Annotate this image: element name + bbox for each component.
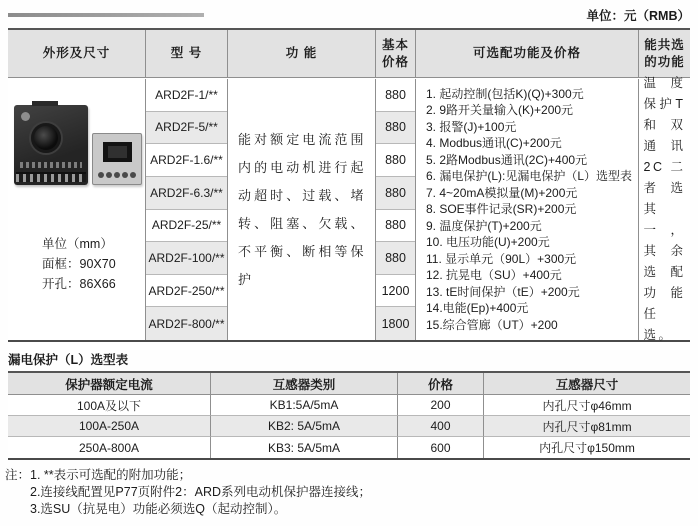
indicator-lamp bbox=[21, 112, 30, 121]
dimension-cutout: 开孔：86X66 bbox=[42, 277, 116, 291]
leakage-selection-table bbox=[8, 371, 690, 460]
model-cell: ARD2F-5/** bbox=[146, 112, 227, 145]
note-line-2: 2.连接线配置见P77页附件2：ARD系列电动机保护器连接线； bbox=[30, 485, 372, 499]
price-cell: 880 bbox=[376, 144, 415, 177]
product-photo bbox=[10, 103, 142, 195]
header-base-price: 基本价格 bbox=[375, 30, 415, 77]
button-dot bbox=[130, 172, 136, 178]
dimension-text bbox=[42, 234, 116, 294]
price-cell: 880 bbox=[376, 112, 415, 145]
leakage-cell: KB1:5A/5mA bbox=[210, 395, 397, 416]
scan-artifact-bar bbox=[8, 13, 204, 17]
price-cell: 880 bbox=[376, 242, 415, 275]
base-price-column bbox=[375, 79, 415, 340]
note-line-1 bbox=[5, 467, 371, 484]
price-cell: 880 bbox=[376, 210, 415, 243]
leakage-header-ct-size: 互感器尺寸 bbox=[483, 373, 690, 395]
note-line-3: 3.选SU（抗晃电）功能必须选Q（起动控制）。 bbox=[30, 502, 287, 516]
option-item: 2. 9路开关量输入(K)+200元 bbox=[426, 103, 574, 118]
button-dot bbox=[98, 172, 104, 178]
price-cell: 880 bbox=[376, 79, 415, 112]
model-cell: ARD2F-800/** bbox=[146, 307, 227, 340]
leakage-cell: 100A及以下 bbox=[8, 395, 210, 416]
leakage-cell: 200 bbox=[397, 395, 483, 416]
model-cell: ARD2F-250/** bbox=[146, 275, 227, 308]
model-cell: ARD2F-1.6/** bbox=[146, 144, 227, 177]
display-screen bbox=[103, 142, 132, 162]
leakage-cell: 内孔尺寸φ46mm bbox=[483, 395, 690, 416]
model-column bbox=[145, 79, 227, 340]
header-appearance-dimensions: 外形及尺寸 bbox=[42, 46, 111, 61]
function-cell bbox=[227, 79, 375, 340]
co-selectable-cell bbox=[638, 76, 690, 342]
option-item: 9. 温度保护(T)+200元 bbox=[426, 218, 542, 233]
leakage-cell: 250A-800A bbox=[78, 440, 140, 455]
terminal-row bbox=[16, 172, 86, 182]
leakage-cell: KB3: 5A/5mA bbox=[210, 437, 397, 458]
function-description: 能对额定电流范围内的电动机进行起动超时、过载、堵转、阻塞、欠载、不平衡、断相等保护 bbox=[238, 131, 365, 287]
price-cell: 1800 bbox=[376, 307, 415, 340]
option-item: 8. SOE事件记录(SR)+200元 bbox=[426, 202, 577, 217]
display-buttons bbox=[98, 172, 136, 178]
model-cell: ARD2F-6.3/** bbox=[146, 177, 227, 210]
leakage-header-ct-type: 互感器类别 bbox=[210, 373, 397, 395]
button-dot bbox=[122, 172, 128, 178]
leakage-cell: 400 bbox=[397, 416, 483, 437]
footnotes bbox=[5, 467, 371, 518]
leakage-cell: 内孔尺寸φ81mm bbox=[483, 416, 690, 437]
model-cell: ARD2F-100/** bbox=[146, 242, 227, 275]
leakage-cell: 100A-250A bbox=[8, 416, 210, 437]
leakage-header-price: 价格 bbox=[397, 373, 483, 395]
leakage-cell: KB2: 5A/5mA bbox=[210, 416, 397, 437]
leakage-table-title: 漏电保护（L）选型表 bbox=[8, 353, 129, 367]
note-item: 1. **表示可选配的附加功能； bbox=[30, 468, 192, 482]
option-item: 11. 显示单元（90L）+300元 bbox=[426, 251, 577, 266]
option-item: 1. 起动控制(包括K)(Q)+300元 bbox=[426, 86, 584, 101]
protector-main-unit-image bbox=[14, 105, 88, 185]
round-connector bbox=[31, 123, 61, 153]
option-item: 4. Modbus通讯(C)+200元 bbox=[426, 136, 562, 151]
header-function: 功 能 bbox=[227, 30, 375, 77]
main-spec-table bbox=[8, 28, 690, 342]
price-cell: 1200 bbox=[376, 275, 415, 308]
button-dot bbox=[106, 172, 112, 178]
dimension-frame: 面框：90X70 bbox=[42, 257, 116, 271]
model-cell: ARD2F-25/** bbox=[146, 210, 227, 243]
option-item: 5. 2路Modbus通讯(2C)+400元 bbox=[426, 152, 588, 167]
price-cell: 880 bbox=[376, 177, 415, 210]
option-item: 6. 漏电保护(L):见漏电保护（L）选型表 bbox=[426, 169, 633, 184]
co-selectable-text: 温度保护T和双通讯2C二者选其一，其余选配功能任选。 bbox=[643, 76, 686, 342]
dimension-unit: 单位（mm） bbox=[42, 237, 113, 251]
header-model: 型 号 bbox=[145, 30, 227, 77]
appearance-cell bbox=[8, 79, 145, 340]
note-prefix: 注： bbox=[5, 468, 31, 482]
display-unit-image bbox=[92, 133, 142, 185]
model-cell: ARD2F-1/** bbox=[146, 79, 227, 112]
option-item: 12. 抗晃电（SU）+400元 bbox=[426, 268, 562, 283]
option-item: 13. tE时间保护（tE）+200元 bbox=[426, 284, 580, 299]
option-item: 10. 电压功能(U)+200元 bbox=[426, 235, 550, 250]
leakage-cell: 600 bbox=[397, 437, 483, 458]
main-table-header-row bbox=[8, 30, 690, 78]
button-dot bbox=[114, 172, 120, 178]
header-co-selectable-functions: 能共选的功能 bbox=[638, 30, 690, 77]
option-item: 7. 4~20mA模拟量(M)+200元 bbox=[426, 185, 578, 200]
currency-unit-label: 单位：元（RMB） bbox=[586, 9, 690, 23]
option-item: 14.电能(Ep)+400元 bbox=[426, 301, 529, 316]
leakage-header-rated-current: 保护器额定电流 bbox=[8, 373, 210, 395]
header-optional-functions-price: 可选配功能及价格 bbox=[415, 30, 638, 77]
optional-functions-cell bbox=[415, 79, 638, 340]
option-item: 3. 报警(J)+100元 bbox=[426, 119, 517, 134]
label-strip bbox=[20, 162, 82, 168]
leakage-cell: 内孔尺寸φ150mm bbox=[483, 437, 690, 458]
option-item: 15.综合管廊（UT）+200 bbox=[426, 317, 558, 332]
